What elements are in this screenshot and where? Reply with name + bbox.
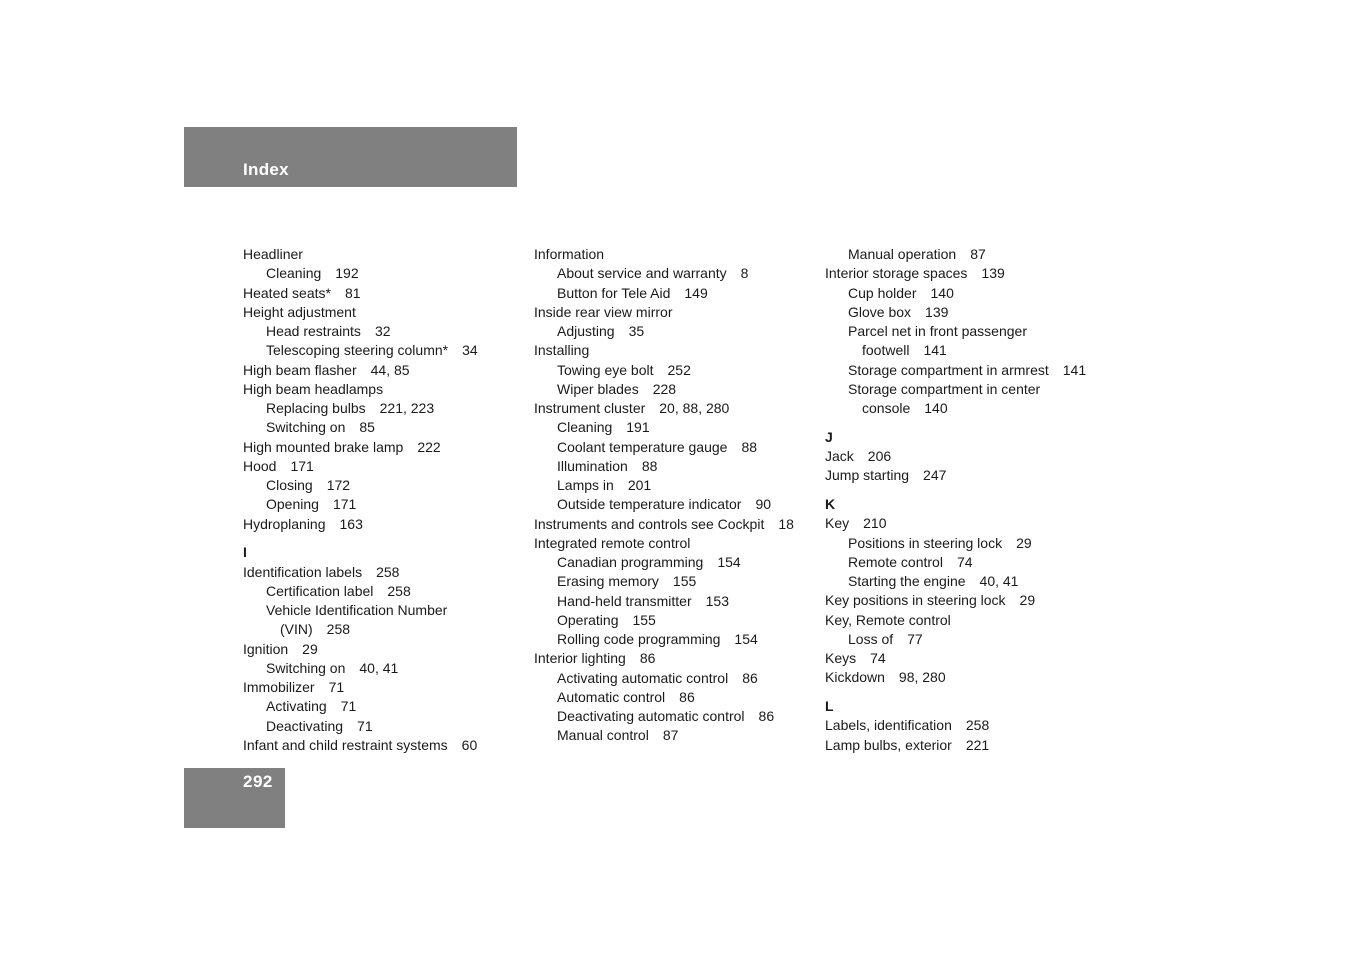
index-page-ref: 86 (639, 650, 656, 667)
index-term: Storage compartment in armrest (848, 361, 1049, 378)
index-page-ref: 87 (970, 246, 986, 262)
index-page-ref: 34 (462, 342, 478, 359)
index-column-1 (243, 245, 478, 755)
index-page-ref: 88 (741, 438, 758, 455)
index-page-ref: 85 (359, 419, 375, 436)
index-term: Lamps in (557, 477, 614, 493)
index-term: Loss of (848, 630, 894, 647)
index-term: Integrated remote control (534, 534, 691, 551)
index-letter-heading: J (825, 428, 833, 445)
index-term: Lamp bulbs, exterior (825, 736, 952, 753)
index-letter-heading: I (243, 544, 247, 561)
index-subentry (243, 341, 478, 360)
index-entry (825, 736, 1086, 755)
index-page-ref: 139 (981, 265, 1005, 282)
index-entry (825, 466, 1086, 485)
index-term: High beam flasher (243, 361, 357, 378)
index-term: Outside temperature indicator (557, 496, 742, 513)
index-page-ref: 228 (652, 380, 677, 397)
index-term: Erasing memory (557, 573, 659, 590)
index-entry (534, 399, 794, 418)
index-entry (534, 649, 794, 668)
index-page-ref: 141 (1062, 361, 1087, 378)
index-entry (534, 303, 794, 322)
index-subentry (243, 495, 478, 514)
index-subentry (534, 572, 794, 591)
index-page-ref: 258 (326, 621, 351, 638)
index-page-ref: 155 (632, 611, 656, 628)
index-subentry (825, 361, 1086, 380)
index-term: Towing eye bolt (557, 361, 654, 378)
index-subentry (825, 380, 1086, 399)
index-page-ref: 171 (332, 496, 357, 513)
index-subentry (243, 476, 478, 495)
index-subentry (825, 341, 1086, 360)
index-page-ref: 258 (376, 563, 400, 580)
index-term: Keys (825, 650, 857, 666)
index-page-ref: 86 (742, 669, 758, 686)
index-page-ref: 210 (863, 515, 887, 532)
index-page-ref: 40, 41 (359, 659, 399, 676)
index-page-ref: 155 (672, 573, 697, 590)
index-term: Canadian programming (557, 554, 704, 570)
index-term: Cleaning (266, 265, 322, 282)
index-page-ref: 206 (867, 448, 892, 464)
index-term: Telescoping steering column* (266, 342, 449, 359)
index-page-ref: 258 (387, 582, 411, 599)
index-term: Jump starting (825, 467, 910, 484)
index-term: Inside rear view mirror (534, 303, 673, 320)
index-page-ref: 29 (1019, 592, 1036, 609)
index-page-ref: 18 (778, 515, 794, 532)
index-entry (243, 380, 478, 399)
index-entry (825, 264, 1086, 283)
index-term: Deactivating (266, 717, 344, 734)
index-subentry (243, 322, 478, 341)
index-subentry (534, 264, 794, 283)
index-term: Vehicle Identification Number (266, 602, 448, 618)
index-term: (VIN) (280, 621, 313, 638)
index-subentry (243, 620, 478, 639)
index-entry (825, 514, 1086, 533)
index-term: Closing (266, 477, 313, 493)
index-term: Switching on (266, 659, 346, 676)
index-page-ref: 35 (628, 323, 645, 339)
index-page-ref: 141 (923, 342, 947, 359)
index-page-ref: 154 (717, 554, 741, 570)
index-page-ref: 90 (755, 496, 772, 513)
index-entry (243, 303, 478, 322)
index-page-ref: 140 (924, 400, 948, 416)
index-subentry (825, 630, 1086, 649)
index-page-ref: 88 (641, 457, 658, 474)
index-subentry (243, 717, 478, 736)
index-term: Key positions in steering lock (825, 592, 1006, 609)
index-term: Illumination (557, 457, 628, 474)
index-term: Headliner (243, 246, 303, 262)
index-page-ref: 154 (734, 631, 758, 647)
index-page-ref: 20, 88, 280 (659, 400, 730, 416)
index-term: Ignition (243, 640, 289, 657)
index-subentry (243, 264, 478, 283)
index-term: Installing (534, 342, 590, 359)
index-subentry (534, 688, 794, 707)
index-subentry (534, 380, 794, 399)
index-term: Starting the engine (848, 573, 966, 589)
index-page-ref: 81 (344, 284, 361, 301)
index-subentry (825, 534, 1086, 553)
index-term: Parcel net in front passenger (848, 323, 1027, 339)
index-subentry (825, 284, 1086, 303)
header-band (184, 127, 517, 187)
index-page-ref: 77 (907, 630, 923, 647)
index-term: Opening (266, 496, 319, 513)
index-subentry (825, 553, 1086, 572)
index-term: Manual operation (848, 246, 957, 262)
index-subentry (534, 592, 794, 611)
index-subentry (825, 245, 1086, 264)
index-subentry (243, 659, 478, 678)
index-subentry (534, 361, 794, 380)
index-term: Immobilizer (243, 679, 315, 695)
index-term: Rolling code programming (557, 631, 721, 647)
index-entry (243, 640, 478, 659)
index-subentry (534, 726, 794, 745)
index-page-ref: 29 (1016, 534, 1032, 551)
index-term: Head restraints (266, 323, 361, 339)
index-page-ref: 163 (339, 515, 363, 532)
index-page-ref: 32 (374, 323, 391, 339)
index-entry (243, 361, 478, 380)
index-term: Cup holder (848, 284, 917, 301)
index-letter-heading: K (825, 496, 836, 512)
page-number-band (184, 768, 285, 828)
index-page-ref: 149 (684, 284, 708, 301)
index-term: Switching on (266, 419, 346, 436)
index-page-ref: 221, 223 (379, 400, 435, 416)
index-entry (825, 611, 1086, 630)
index-term: Information (534, 246, 605, 262)
index-page-ref: 247 (923, 467, 947, 484)
index-term: Key, Remote control (825, 611, 951, 628)
index-page-ref: 71 (340, 698, 357, 715)
index-subentry (534, 669, 794, 688)
index-term: About service and warranty (557, 265, 727, 282)
index-page-ref: 258 (965, 717, 990, 734)
index-page-ref: 153 (705, 592, 729, 609)
index-letter-heading: L (825, 698, 834, 714)
index-page-ref: 71 (328, 679, 345, 695)
index-entry (825, 447, 1086, 466)
index-entry (243, 438, 478, 457)
index-entry (243, 515, 478, 534)
page-number: 292 (243, 772, 273, 791)
index-term: Heated seats* (243, 284, 331, 301)
index-term: Certification label (266, 582, 374, 599)
index-term: Wiper blades (557, 380, 639, 397)
index-page-ref: 29 (302, 640, 318, 657)
index-term: Coolant temperature gauge (557, 438, 728, 455)
index-subentry (243, 399, 478, 418)
index-column-2 (534, 245, 794, 746)
index-entry (534, 534, 794, 553)
index-subentry (534, 495, 794, 514)
index-subentry (243, 697, 478, 716)
index-term: Hood (243, 457, 277, 474)
index-page-ref: 201 (627, 477, 652, 493)
index-entry (534, 515, 794, 534)
index-page-ref: 86 (679, 688, 695, 705)
index-page-ref: 87 (662, 727, 679, 744)
index-subentry (243, 582, 478, 601)
index-entry (825, 649, 1086, 668)
index-entry (243, 736, 478, 755)
index-term: Height adjustment (243, 303, 356, 320)
index-page-ref: 140 (930, 284, 954, 301)
index-subentry (534, 611, 794, 630)
index-term: Manual control (557, 727, 649, 744)
index-term: Button for Tele Aid (557, 284, 671, 301)
index-page-ref: 98, 280 (898, 669, 946, 686)
index-term: High mounted brake lamp (243, 438, 404, 455)
index-page-ref: 139 (925, 303, 949, 320)
index-entry (825, 591, 1086, 610)
index-subentry (534, 457, 794, 476)
index-subentry (243, 601, 478, 620)
index-subentry (534, 630, 794, 649)
index-term: Infant and child restraint systems (243, 736, 448, 753)
index-term: Interior storage spaces (825, 265, 968, 282)
index-entry (243, 563, 478, 582)
index-page-ref: 71 (357, 717, 373, 734)
index-page-ref: 171 (290, 457, 314, 474)
index-subentry (534, 476, 794, 495)
index-page-ref: 8 (740, 265, 749, 282)
index-term: Hand-held transmitter (557, 592, 692, 609)
index-page-ref: 86 (758, 708, 775, 724)
index-subentry (825, 303, 1086, 322)
index-page-ref: 74 (870, 650, 886, 666)
index-subentry (825, 322, 1086, 341)
index-term: Interior lighting (534, 650, 626, 667)
index-term: Glove box (848, 303, 912, 320)
index-entry (534, 341, 794, 360)
page-title: Index (243, 160, 289, 179)
index-term: Key (825, 515, 850, 532)
index-page-ref: 252 (667, 361, 691, 378)
index-term: High beam headlamps (243, 380, 384, 397)
index-term: Identification labels (243, 563, 363, 580)
index-entry (825, 668, 1086, 687)
index-term: footwell (862, 342, 910, 359)
index-term: Labels, identification (825, 717, 952, 734)
index-page-ref: 221 (965, 736, 990, 753)
index-term: Adjusting (557, 323, 615, 339)
index-subentry (243, 418, 478, 437)
index-term: Activating (266, 698, 327, 715)
index-term: Automatic control (557, 688, 666, 705)
index-term: Kickdown (825, 669, 885, 686)
index-entry (243, 245, 478, 264)
index-page-ref: 191 (626, 419, 650, 436)
index-term: Cleaning (557, 419, 613, 436)
index-term: Jack (825, 448, 854, 464)
index-subentry (534, 553, 794, 572)
index-term: Storage compartment in center (848, 380, 1041, 397)
index-term: Instrument cluster (534, 400, 646, 416)
index-subentry (534, 707, 794, 726)
index-term: Operating (557, 611, 619, 628)
index-entry (534, 245, 794, 264)
index-page-ref: 74 (956, 553, 973, 570)
index-subentry (534, 322, 794, 341)
index-subentry (534, 284, 794, 303)
index-term: Activating automatic control (557, 669, 729, 686)
index-page-ref: 40, 41 (979, 573, 1019, 589)
index-entry (243, 678, 478, 697)
index-page-ref: 172 (326, 477, 351, 493)
index-entry (243, 284, 478, 303)
index-term: Remote control (848, 553, 943, 570)
index-term: Replacing bulbs (266, 400, 366, 416)
index-subentry (534, 438, 794, 457)
index-subentry (825, 572, 1086, 591)
index-term: Instruments and controls see Cockpit (534, 515, 765, 532)
index-column-3 (825, 245, 1086, 755)
index-page-ref: 192 (335, 265, 359, 282)
index-term: Deactivating automatic control (557, 708, 745, 724)
index-entry (825, 716, 1086, 735)
index-subentry (825, 399, 1086, 418)
index-term: Positions in steering lock (848, 534, 1003, 551)
index-term: console (862, 400, 911, 416)
index-subentry (534, 418, 794, 437)
index-entry (243, 457, 478, 476)
index-page-ref: 44, 85 (370, 361, 410, 378)
index-term: Hydroplaning (243, 515, 326, 532)
index-page-ref: 60 (461, 736, 478, 753)
index-page-ref: 222 (417, 438, 441, 455)
